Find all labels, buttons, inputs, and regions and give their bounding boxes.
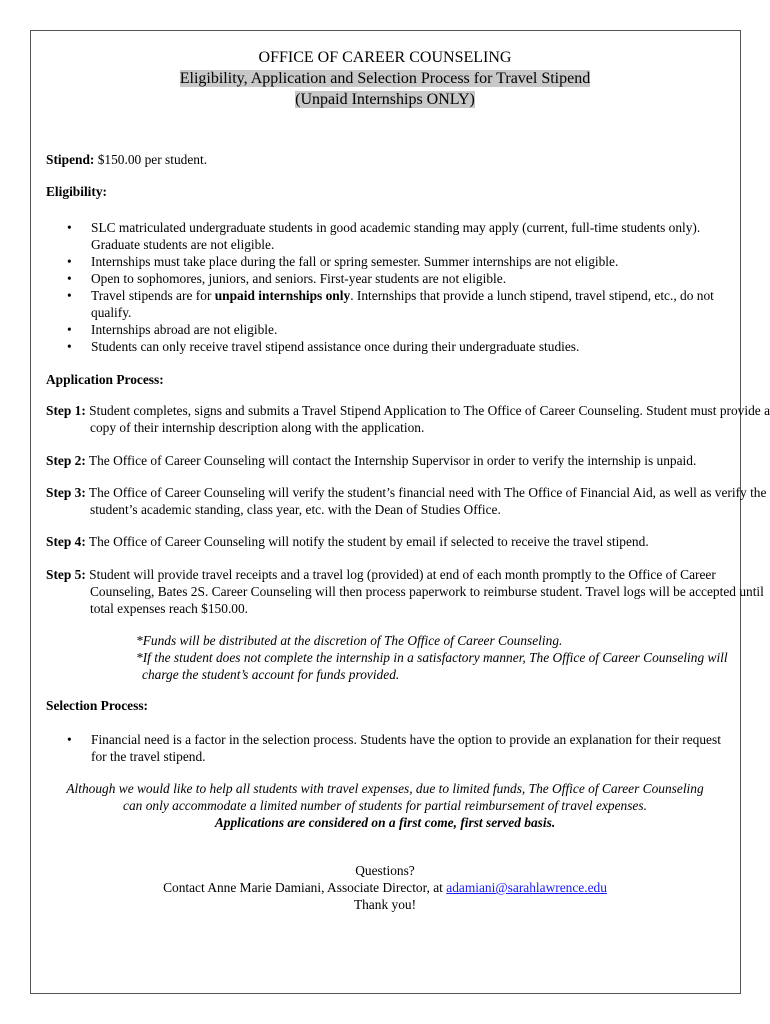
closing-statement: [30, 780, 740, 831]
list-item-text: Internships abroad are not eligible.: [91, 322, 278, 337]
bullet-icon: •: [67, 732, 72, 747]
stipend-line: [46, 151, 726, 168]
step-text: The Office of Career Counseling will notify the student by email if selected to receive the travel stipend.: [85, 534, 649, 549]
closing-line-2: can only accommodate a limited number of students for partial reimbursement of travel expenses.: [123, 798, 647, 813]
step-text: The Office of Career Counseling will verify the student’s financial need with The Office of Financial Aid, as well as verify the student’s academic standing, class year, etc. with the Dean of Studies Office.: [85, 485, 767, 517]
contact-text: Contact Anne Marie Damiani, Associate Director, at: [163, 880, 447, 895]
step-text: Student will provide travel receipts and a travel log (provided) at end of each month promptly to the Office of Career Counseling, Bates 2S. Career Counseling will then process paperwork to reimburse student. Travel logs will be accepted until total expenses reach $150.00.: [85, 567, 764, 616]
office-title: OFFICE OF CAREER COUNSELING: [258, 49, 512, 66]
list-item-text-cont: . Internships that provide a lunch stipend, travel stipend, etc., do not qualify.: [91, 288, 714, 320]
list-item: [46, 731, 726, 765]
bullet-icon: •: [67, 254, 72, 269]
application-step-1: [46, 402, 770, 436]
list-item: [46, 287, 726, 321]
list-item: [46, 253, 726, 270]
step-label: Step 1:: [46, 403, 86, 418]
application-step-2: [46, 452, 770, 469]
application-heading: [46, 371, 726, 388]
closing-line-1: Although we would like to help all students with travel expenses, due to limited funds, The Office of Career Counseling: [66, 781, 704, 796]
step-label: Step 5:: [46, 567, 86, 582]
list-item: [46, 338, 726, 355]
stipend-amount: $150.00 per student.: [94, 152, 208, 167]
contact-line: [30, 879, 740, 896]
step-label: Step 4:: [46, 534, 86, 549]
note-completion-cont: charge the student’s account for funds provided.: [142, 667, 400, 682]
step-label: Step 2:: [46, 453, 86, 468]
step-text: Student completes, signs and submits a Travel Stipend Application to The Office of Career Counseling. Student must provide a copy of their internship description along with the application.: [85, 403, 770, 435]
application-step-4: [46, 533, 770, 550]
eligibility-heading: [46, 183, 726, 200]
eligibility-list: [46, 219, 726, 355]
thanks-text: Thank you!: [353, 897, 417, 912]
closing-line-3: Applications are considered on a first come, first served basis.: [214, 815, 556, 830]
document-subtitle: (Unpaid Internships ONLY): [295, 91, 475, 108]
questions-text: Questions?: [355, 863, 415, 878]
list-item-text: Internships must take place during the fall or spring semester. Summer internships are not eligible.: [91, 254, 619, 269]
step-label: Step 3:: [46, 485, 86, 500]
contact-block: [30, 862, 740, 913]
eligibility-heading-text: Eligibility:: [46, 184, 108, 199]
bullet-icon: •: [67, 322, 72, 337]
step-text: The Office of Career Counseling will contact the Internship Supervisor in order to verify the internship is unpaid.: [85, 453, 697, 468]
list-item: [46, 270, 726, 287]
list-item-text: SLC matriculated undergraduate students in good academic standing may apply (current, full-time students only). Graduate students are not eligible.: [91, 220, 701, 252]
application-heading-text: Application Process:: [46, 372, 164, 387]
list-item: [46, 219, 726, 253]
funding-notes: [46, 632, 770, 683]
list-item-text: Travel stipends are for: [91, 288, 215, 303]
note-completion: *If the student does not complete the internship in a satisfactory manner, The Office of Career Counseling will: [136, 650, 728, 665]
application-step-3: [46, 484, 770, 518]
bullet-icon: •: [67, 339, 72, 354]
selection-heading: [46, 697, 726, 714]
bullet-icon: •: [67, 220, 72, 235]
application-step-5: [46, 566, 770, 617]
note-discretion: *Funds will be distributed at the discretion of The Office of Career Counseling.: [136, 633, 563, 648]
selection-list: [46, 731, 726, 765]
bullet-icon: •: [67, 288, 72, 303]
list-item-text: Students can only receive travel stipend assistance once during their undergraduate studies.: [91, 339, 580, 354]
selection-heading-text: Selection Process:: [46, 698, 149, 713]
list-item-bold: unpaid internships only: [214, 288, 351, 303]
list-item: [46, 321, 726, 338]
list-item-text: Open to sophomores, juniors, and seniors. First-year students are not eligible.: [91, 271, 507, 286]
list-item-text: Financial need is a factor in the selection process. Students have the option to provide an explanation for their request for the travel stipend.: [91, 732, 721, 764]
document-header: [30, 47, 740, 110]
document-title: Eligibility, Application and Selection Process for Travel Stipend: [179, 70, 591, 87]
bullet-icon: •: [67, 271, 72, 286]
stipend-label: Stipend:: [46, 152, 95, 167]
email-link[interactable]: adamiani@sarahlawrence.edu: [446, 880, 607, 895]
